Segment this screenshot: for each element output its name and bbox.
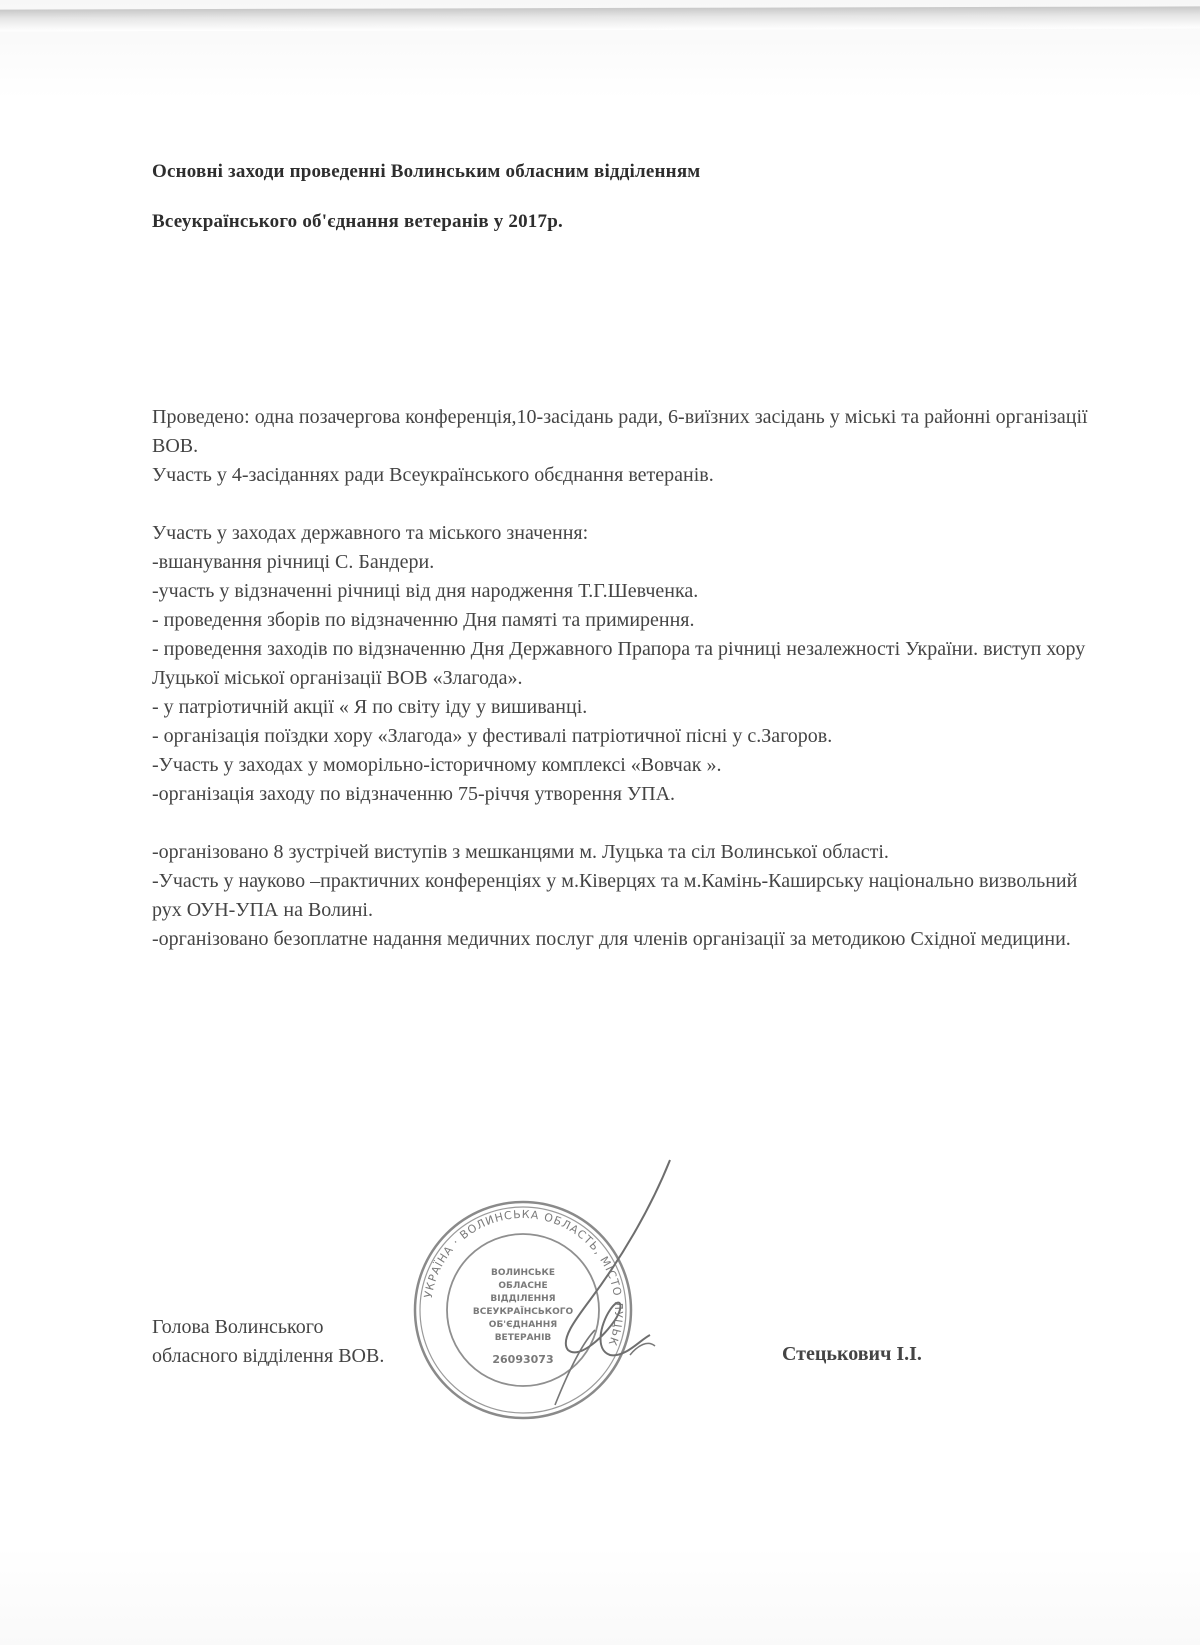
list-item: - проведення заходів по відзначенню Дня Державного Прапора та річниці незалежності України. виступ хору Луцької міської організації ВОВ «Злагода». [152,638,1086,689]
stamp-line: ВСЕУКРАЇНСЬКОГО [472,1307,574,1317]
stamp-line: ВОЛИНСЬКЕ [490,1268,556,1278]
signatory-role-line-1: Голова Волинського [152,1316,324,1338]
scan-top-edge [0,6,1200,31]
paragraph-summary: Проведено: одна позачергова конференція,10-засідань ради, 6-виїзних засідань у міські та районні організації ВОВ. [152,406,1088,457]
stamp-line: ВЕТЕРАНІВ [494,1333,552,1343]
paragraph-participation: Участь у 4-засіданнях ради Всеукраїнського обєднання ветеранів. [152,464,714,486]
title-line-1: Основні заходи проведенні Волинським обласним відділенням [152,161,701,182]
stamp-outer-text: УКРАЇНА · ВОЛИНСЬКА ОБЛАСТЬ, МІСТО ЛУЦЬК [421,1207,626,1349]
signatory-name: Стецькович І.І. [782,1343,922,1365]
stamp-code: 26093073 [492,1353,554,1366]
document-body [152,403,1092,954]
list-item: - організація поїздки хору «Злагода» у фестивалі патріотичної пісні у с.Загоров. [152,725,833,747]
spacer [152,809,1092,838]
signatory-role-line-2: обласного відділення ВОВ. [152,1345,385,1367]
list-item: - проведення зборів по відзначенню Дня памяті та примирення. [152,609,695,631]
list-item: -організація заходу по відзначенню 75-річчя утворення УПА. [152,783,676,805]
signatory-role [152,1313,512,1371]
handwritten-signature [520,1150,720,1420]
list-item: -Участь у заходах у моморільно-історичному комплексі «Вовчак ». [152,754,722,776]
title-line-2: Всеукраїнського об'єднання ветеранів у 2017р. [152,211,563,232]
list-item: - у патріотичній акції « Я по світу іду у вишиванці. [152,696,588,718]
list-item: -організовано безоплатне надання медичних послуг для членів організації за методикою Східної медицини. [152,928,1071,950]
list-item: -участь у відзначенні річниці від дня народження Т.Г.Шевченка. [152,580,699,602]
document-title [152,147,1052,247]
stamp-line: ОБ'ЄДНАННЯ [488,1320,558,1330]
stamp-line: ВІДДІЛЕННЯ [490,1294,556,1304]
paragraph-events-heading: Участь у заходах державного та міського значення: [152,522,589,544]
list-item: -вшанування річниці С. Бандери. [152,551,435,573]
spacer [152,490,1092,519]
list-item: -Участь у науково –практичних конференціях у м.Ківерцях та м.Камінь-Каширську національно визвольний рух ОУН-УПА на Волині. [152,870,1078,921]
list-item: -організовано 8 зустрічей виступів з мешканцями м. Луцька та сіл Волинської області. [152,841,889,863]
stamp-line: ОБЛАСНЕ [498,1281,548,1291]
